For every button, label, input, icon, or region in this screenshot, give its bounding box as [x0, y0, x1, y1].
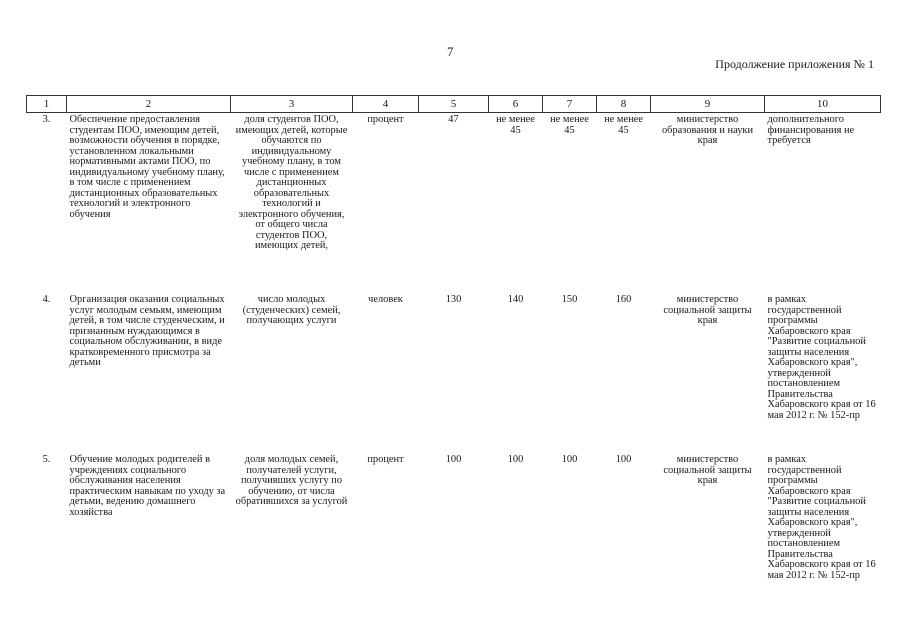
event-cell: Организация оказания социальных услуг молодым семьям, имеющим детей, в том числе студенческим, и признанным нуждающимся в социальном обслуживании, в виде кратковременного присмотра за детьми [69, 294, 225, 368]
event-cell: Обучение молодых родителей в учреждениях социального обслуживания населения практическим навыкам по уходу за детьми, ведению домашнего хозяйства [69, 454, 226, 518]
executor-cell: министерство социальной защиты края [663, 294, 752, 326]
table-row [27, 293, 881, 453]
value-cell-7: 100 [561, 454, 578, 465]
continuation-label: Продолжение приложения № 1 [715, 57, 874, 71]
event-cell: Обеспечение предоставления студентам ПОО, имеющим детей, возможности обучения в порядке, установленном локальными нормативными актами ПОО, по индивидуальному учебному плану, в том числе с применением дистанционных образовательных технологий и электронного обучения [69, 114, 225, 220]
header-cell-4: 4 [353, 96, 419, 113]
unit-cell: человек [368, 294, 403, 305]
value-cell-8: 160 [615, 294, 632, 305]
unit-cell: процент [367, 454, 404, 465]
financing-cell: дополнительного финансирования не требуется [767, 114, 855, 146]
header-cell-1: 1 [27, 96, 67, 113]
value-cell-8: 100 [615, 454, 632, 465]
header-cell-3: 3 [231, 96, 353, 113]
row-number: 3. [42, 114, 51, 125]
header-cell-6: 6 [489, 96, 543, 113]
value-cell-8: не менее 45 [604, 114, 643, 136]
value-cell-5: 130 [445, 294, 462, 305]
header-cell-2: 2 [67, 96, 231, 113]
value-cell-6: не менее 45 [496, 114, 535, 136]
financing-cell: в рамках государственной программы Хабаровского края "Развитие социальной защиты населения Хабаровского края", утвержденной постановлением Правительства Хабаровского края от 16 мая 2012 г. № 152-пр [767, 454, 876, 581]
row-number: 4. [42, 294, 51, 305]
table-row [27, 453, 881, 605]
value-cell-5: 47 [448, 114, 459, 125]
financing-cell: в рамках государственной программы Хабаровского края "Развитие социальной защиты населения Хабаровского края", утвержденной постановлением Правительства Хабаровского края от 16 мая 2012 г. № 152-пр [767, 294, 876, 421]
executor-cell: министерство социальной защиты края [663, 454, 752, 486]
value-cell-6: 100 [507, 454, 524, 465]
indicator-cell: доля молодых семей, получателей услуги, получивших услугу по обучению, от числа обратившихся за услугой [235, 454, 348, 507]
unit-cell: процент [367, 114, 404, 125]
value-cell-6: 140 [507, 294, 524, 305]
value-cell-7: 150 [561, 294, 578, 305]
row-number: 5. [42, 454, 51, 465]
header-cell-9: 9 [651, 96, 765, 113]
header-cell-5: 5 [419, 96, 489, 113]
page-number: 7 [447, 44, 454, 59]
executor-cell: министерство образования и науки края [661, 114, 753, 146]
header-cell-7: 7 [543, 96, 597, 113]
header-cell-8: 8 [597, 96, 651, 113]
value-cell-5: 100 [445, 454, 462, 465]
appendix-table [26, 95, 881, 605]
indicator-cell: доля студентов ПОО, имеющих детей, которые обучаются по индивидуальному учебному плану, в том числе с применением дистанционных образовательных технологий и электронного обучения, от общего числа студентов ПОО, имеющих детей, [235, 114, 348, 251]
header-cell-10: 10 [765, 96, 881, 113]
header-row [27, 96, 881, 113]
table-row [27, 113, 881, 294]
value-cell-7: не менее 45 [550, 114, 589, 136]
indicator-cell: число молодых (студенческих) семей, получающих услуги [242, 294, 341, 326]
